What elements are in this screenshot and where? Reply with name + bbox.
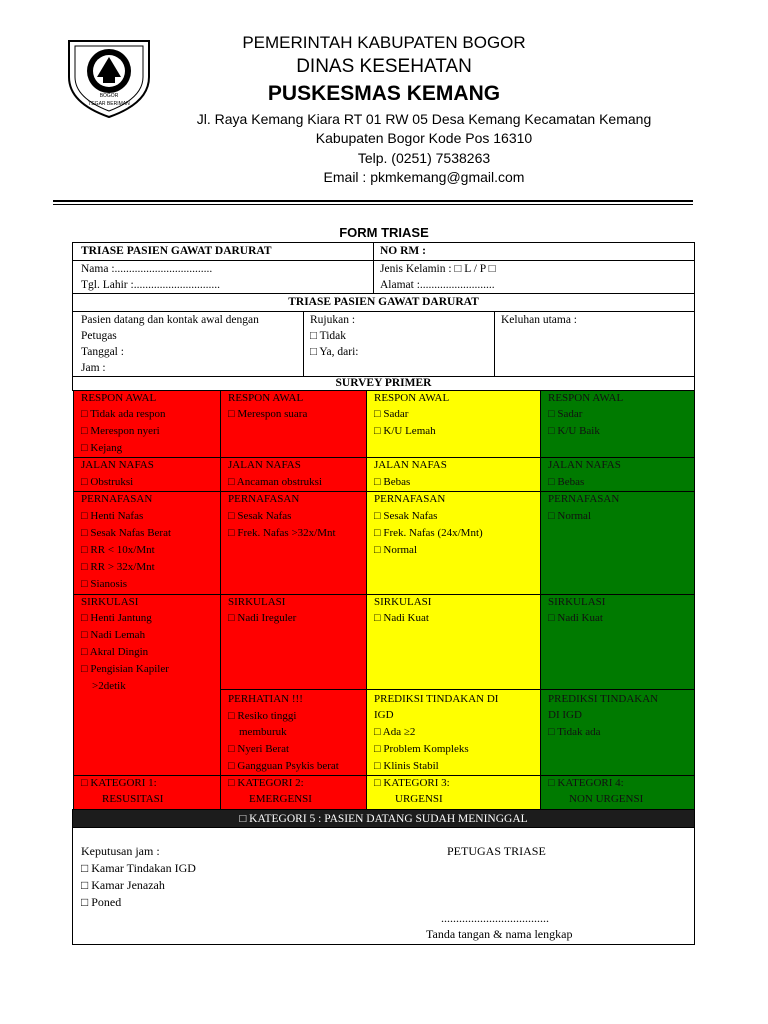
tanggal-field[interactable]: Tanggal : (81, 346, 124, 358)
col3-kategori-cell[interactable] (366, 775, 541, 810)
col2-respon-title: RESPON AWAL (228, 392, 304, 404)
col2-respon-item[interactable]: □ Merespon suara (228, 408, 308, 420)
col1-pernafasan-item[interactable]: □ RR < 10x/Mnt (81, 544, 155, 556)
footer-box (72, 827, 695, 945)
kategori-5-bar[interactable] (72, 809, 695, 828)
col4-pernafasan-item[interactable]: □ Normal (548, 510, 591, 522)
col4-jalan-cell (540, 457, 695, 492)
col2-perhatian-item[interactable]: □ Gangguan Psykis berat (228, 760, 339, 772)
col4-pernafasan-cell (540, 491, 695, 595)
no-rm-field[interactable]: NO RM : (380, 245, 426, 257)
col4-respon-cell (540, 390, 695, 458)
col1-kategori-cell[interactable] (73, 775, 221, 810)
header-line-3: PUSKESMAS KEMANG (267, 82, 501, 105)
col1-respon-cell (73, 390, 221, 458)
header-email: Email : pkmkemang@gmail.com (323, 169, 525, 185)
header-line-2: DINAS KESEHATAN (296, 56, 472, 77)
col2-pernafasan-item[interactable]: □ Sesak Nafas (228, 510, 292, 522)
col3-respon-title: RESPON AWAL (374, 392, 450, 404)
kamar-tindakan-igd-checkbox[interactable]: □ Kamar Tindakan IGD (81, 861, 196, 875)
survey-primer-title: SURVEY PRIMER (335, 377, 432, 389)
survey-primer-title-bar (72, 376, 695, 391)
col2-perhatian-item-cont: memburuk (228, 726, 287, 738)
nama-field[interactable]: Nama :.................................. (81, 263, 213, 275)
col3-sirkulasi-cell (366, 594, 541, 690)
col2-perhatian-title: PERHATIAN !!! (228, 693, 303, 705)
col1-respon-item[interactable]: □ Kejang (81, 442, 123, 454)
signature-caption: Tanda tangan & nama lengkap (426, 927, 573, 941)
col4-sirkulasi-item[interactable]: □ Nadi Kuat (548, 612, 603, 624)
kategori-3-checkbox[interactable]: □ KATEGORI 3: (374, 777, 450, 789)
triase-title-left: TRIASE PASIEN GAWAT DARURAT (81, 245, 272, 257)
divider (303, 311, 304, 377)
col2-pernafasan-title: PERNAFASAN (228, 493, 300, 505)
tgl-lahir-field[interactable]: Tgl. Lahir :.............................. (81, 279, 220, 291)
col3-prediksi-item[interactable]: □ Problem Kompleks (374, 743, 469, 755)
col1-respon-title: RESPON AWAL (81, 392, 157, 404)
col2-sirkulasi-cell (220, 594, 367, 690)
rujukan-ya-checkbox[interactable]: □ Ya, dari: (310, 346, 359, 358)
col1-sirkulasi-item[interactable]: □ Pengisian Kapiler (81, 663, 169, 675)
col1-pernafasan-cell (73, 491, 221, 595)
logo-name-text: BOGOR (99, 93, 119, 99)
kategori-1-checkbox[interactable]: □ KATEGORI 1: (81, 777, 157, 789)
triase-title-center: TRIASE PASIEN GAWAT DARURAT (288, 296, 479, 308)
col3-sirkulasi-title: SIRKULASI (374, 596, 432, 608)
col2-perhatian-cell (220, 689, 367, 776)
col3-respon-cell (366, 390, 541, 458)
col4-respon-item[interactable]: □ Sadar (548, 408, 583, 420)
col3-prediksi-title: PREDIKSI TINDAKAN DI (374, 693, 499, 705)
col2-respon-cell (220, 390, 367, 458)
col2-jalan-title: JALAN NAFAS (228, 459, 301, 471)
kategori-3-label: URGENSI (395, 793, 443, 805)
arrival-info-box (72, 293, 695, 377)
col1-respon-item[interactable]: □ Tidak ada respon (81, 408, 166, 420)
col2-sirkulasi-item[interactable]: □ Nadi Ireguler (228, 612, 297, 624)
header-rule-thin (53, 204, 693, 205)
form-title: FORM TRIASE (339, 225, 429, 240)
col1-pernafasan-item[interactable]: □ Henti Nafas (81, 510, 144, 522)
header-phone: Telp. (0251) 7538263 (357, 150, 491, 166)
col4-prediksi-cell (540, 689, 695, 776)
kategori-4-checkbox[interactable]: □ KATEGORI 4: (548, 777, 624, 789)
alamat-field[interactable]: Alamat :.......................... (380, 279, 495, 291)
col1-sirkulasi-item[interactable]: □ Akral Dingin (81, 646, 149, 658)
divider (373, 243, 374, 294)
col3-prediksi-title-cont: IGD (374, 709, 394, 721)
divider (494, 311, 495, 377)
keputusan-jam-field[interactable]: Keputusan jam : (81, 844, 160, 858)
col2-jalan-item[interactable]: □ Ancaman obstruksi (228, 476, 323, 488)
col2-jalan-cell (220, 457, 367, 492)
petugas-label: Petugas (81, 330, 117, 342)
col1-jalan-title: JALAN NAFAS (81, 459, 154, 471)
col3-respon-item[interactable]: □ K/U Lemah (374, 425, 436, 437)
col4-prediksi-title-cont: DI IGD (548, 709, 582, 721)
kategori-4-label: NON URGENSI (569, 793, 644, 805)
header-line-1: PEMERINTAH KABUPATEN BOGOR (242, 33, 526, 52)
logo-motto: TEGAR BERIMAN (88, 101, 130, 107)
jam-field[interactable]: Jam : (81, 362, 106, 374)
rujukan-label: Rujukan : (310, 314, 356, 326)
col1-pernafasan-item[interactable]: □ RR > 32x/Mnt (81, 561, 155, 573)
col3-pernafasan-title: PERNAFASAN (374, 493, 446, 505)
col3-pernafasan-item[interactable]: □ Normal (374, 544, 417, 556)
col1-jalan-cell (73, 457, 221, 492)
col4-jalan-item[interactable]: □ Bebas (548, 476, 585, 488)
col3-sirkulasi-item[interactable]: □ Nadi Kuat (374, 612, 429, 624)
col2-kategori-cell[interactable] (220, 775, 367, 810)
header-address-2: Kabupaten Bogor Kode Pos 16310 (315, 130, 533, 146)
col4-sirkulasi-title: SIRKULASI (548, 596, 606, 608)
col1-pernafasan-item[interactable]: □ Sesak Nafas Berat (81, 527, 172, 539)
col2-pernafasan-item[interactable]: □ Frek. Nafas >32x/Mnt (228, 527, 336, 539)
col1-sirkulasi-title: SIRKULASI (81, 596, 139, 608)
col3-pernafasan-item[interactable]: □ Frek. Nafas (24x/Mnt) (374, 527, 483, 539)
col4-respon-item[interactable]: □ K/U Baik (548, 425, 600, 437)
col3-pernafasan-cell (366, 491, 541, 595)
col1-pernafasan-item[interactable]: □ Sianosis (81, 578, 128, 590)
col4-kategori-cell[interactable] (540, 775, 695, 810)
kategori-2-label: EMERGENSI (249, 793, 312, 805)
col4-sirkulasi-cell (540, 594, 695, 690)
kategori-5-checkbox[interactable]: □ KATEGORI 5 : PASIEN DATANG SUDAH MENINGGAL (239, 813, 528, 825)
poned-checkbox[interactable]: □ Poned (81, 895, 122, 909)
col4-prediksi-item[interactable]: □ Tidak ada (548, 726, 601, 738)
kategori-1-label: RESUSITASI (102, 793, 164, 805)
col3-jalan-title: JALAN NAFAS (374, 459, 447, 471)
col1-sirkulasi-cell (73, 594, 221, 776)
col1-sirkulasi-item-cont: >2detik (81, 680, 126, 692)
header-rule-thick (53, 200, 693, 202)
col1-sirkulasi-item[interactable]: □ Nadi Lemah (81, 629, 146, 641)
jenis-kelamin-field[interactable]: Jenis Kelamin : □ L / P □ (380, 263, 496, 275)
header-address-1: Jl. Raya Kemang Kiara RT 01 RW 05 Desa Kemang Kecamatan Kemang (196, 111, 652, 127)
rujukan-tidak-checkbox[interactable]: □ Tidak (310, 330, 347, 342)
col2-sirkulasi-title: SIRKULASI (228, 596, 286, 608)
col1-respon-item[interactable]: □ Merespon nyeri (81, 425, 160, 437)
col3-jalan-item[interactable]: □ Bebas (374, 476, 411, 488)
petugas-triase-label: PETUGAS TRIASE (447, 844, 546, 858)
kamar-jenazah-checkbox[interactable]: □ Kamar Jenazah (81, 878, 165, 892)
col3-jalan-cell (366, 457, 541, 492)
col1-jalan-item[interactable]: □ Obstruksi (81, 476, 134, 488)
keluhan-utama-field[interactable]: Keluhan utama : (501, 314, 578, 326)
col3-prediksi-cell (366, 689, 541, 776)
col4-jalan-title: JALAN NAFAS (548, 459, 621, 471)
kategori-2-checkbox[interactable]: □ KATEGORI 2: (228, 777, 304, 789)
col4-pernafasan-title: PERNAFASAN (548, 493, 620, 505)
col3-prediksi-item[interactable]: □ Klinis Stabil (374, 760, 439, 772)
col2-pernafasan-cell (220, 491, 367, 595)
kontak-awal-label: Pasien datang dan kontak awal dengan (81, 314, 259, 326)
patient-identity-box (72, 242, 695, 294)
col1-pernafasan-title: PERNAFASAN (81, 493, 153, 505)
col4-respon-title: RESPON AWAL (548, 392, 624, 404)
col2-perhatian-item[interactable]: □ Resiko tinggi (228, 710, 297, 722)
col4-prediksi-title: PREDIKSI TINDAKAN (548, 693, 659, 705)
col3-respon-item[interactable]: □ Sadar (374, 408, 409, 420)
col2-perhatian-item[interactable]: □ Nyeri Berat (228, 743, 290, 755)
col3-prediksi-item[interactable]: □ Ada ≥2 (374, 726, 416, 738)
col1-sirkulasi-item[interactable]: □ Henti Jantung (81, 612, 152, 624)
col3-pernafasan-item[interactable]: □ Sesak Nafas (374, 510, 438, 522)
signature-line[interactable]: .................................... (441, 911, 549, 925)
